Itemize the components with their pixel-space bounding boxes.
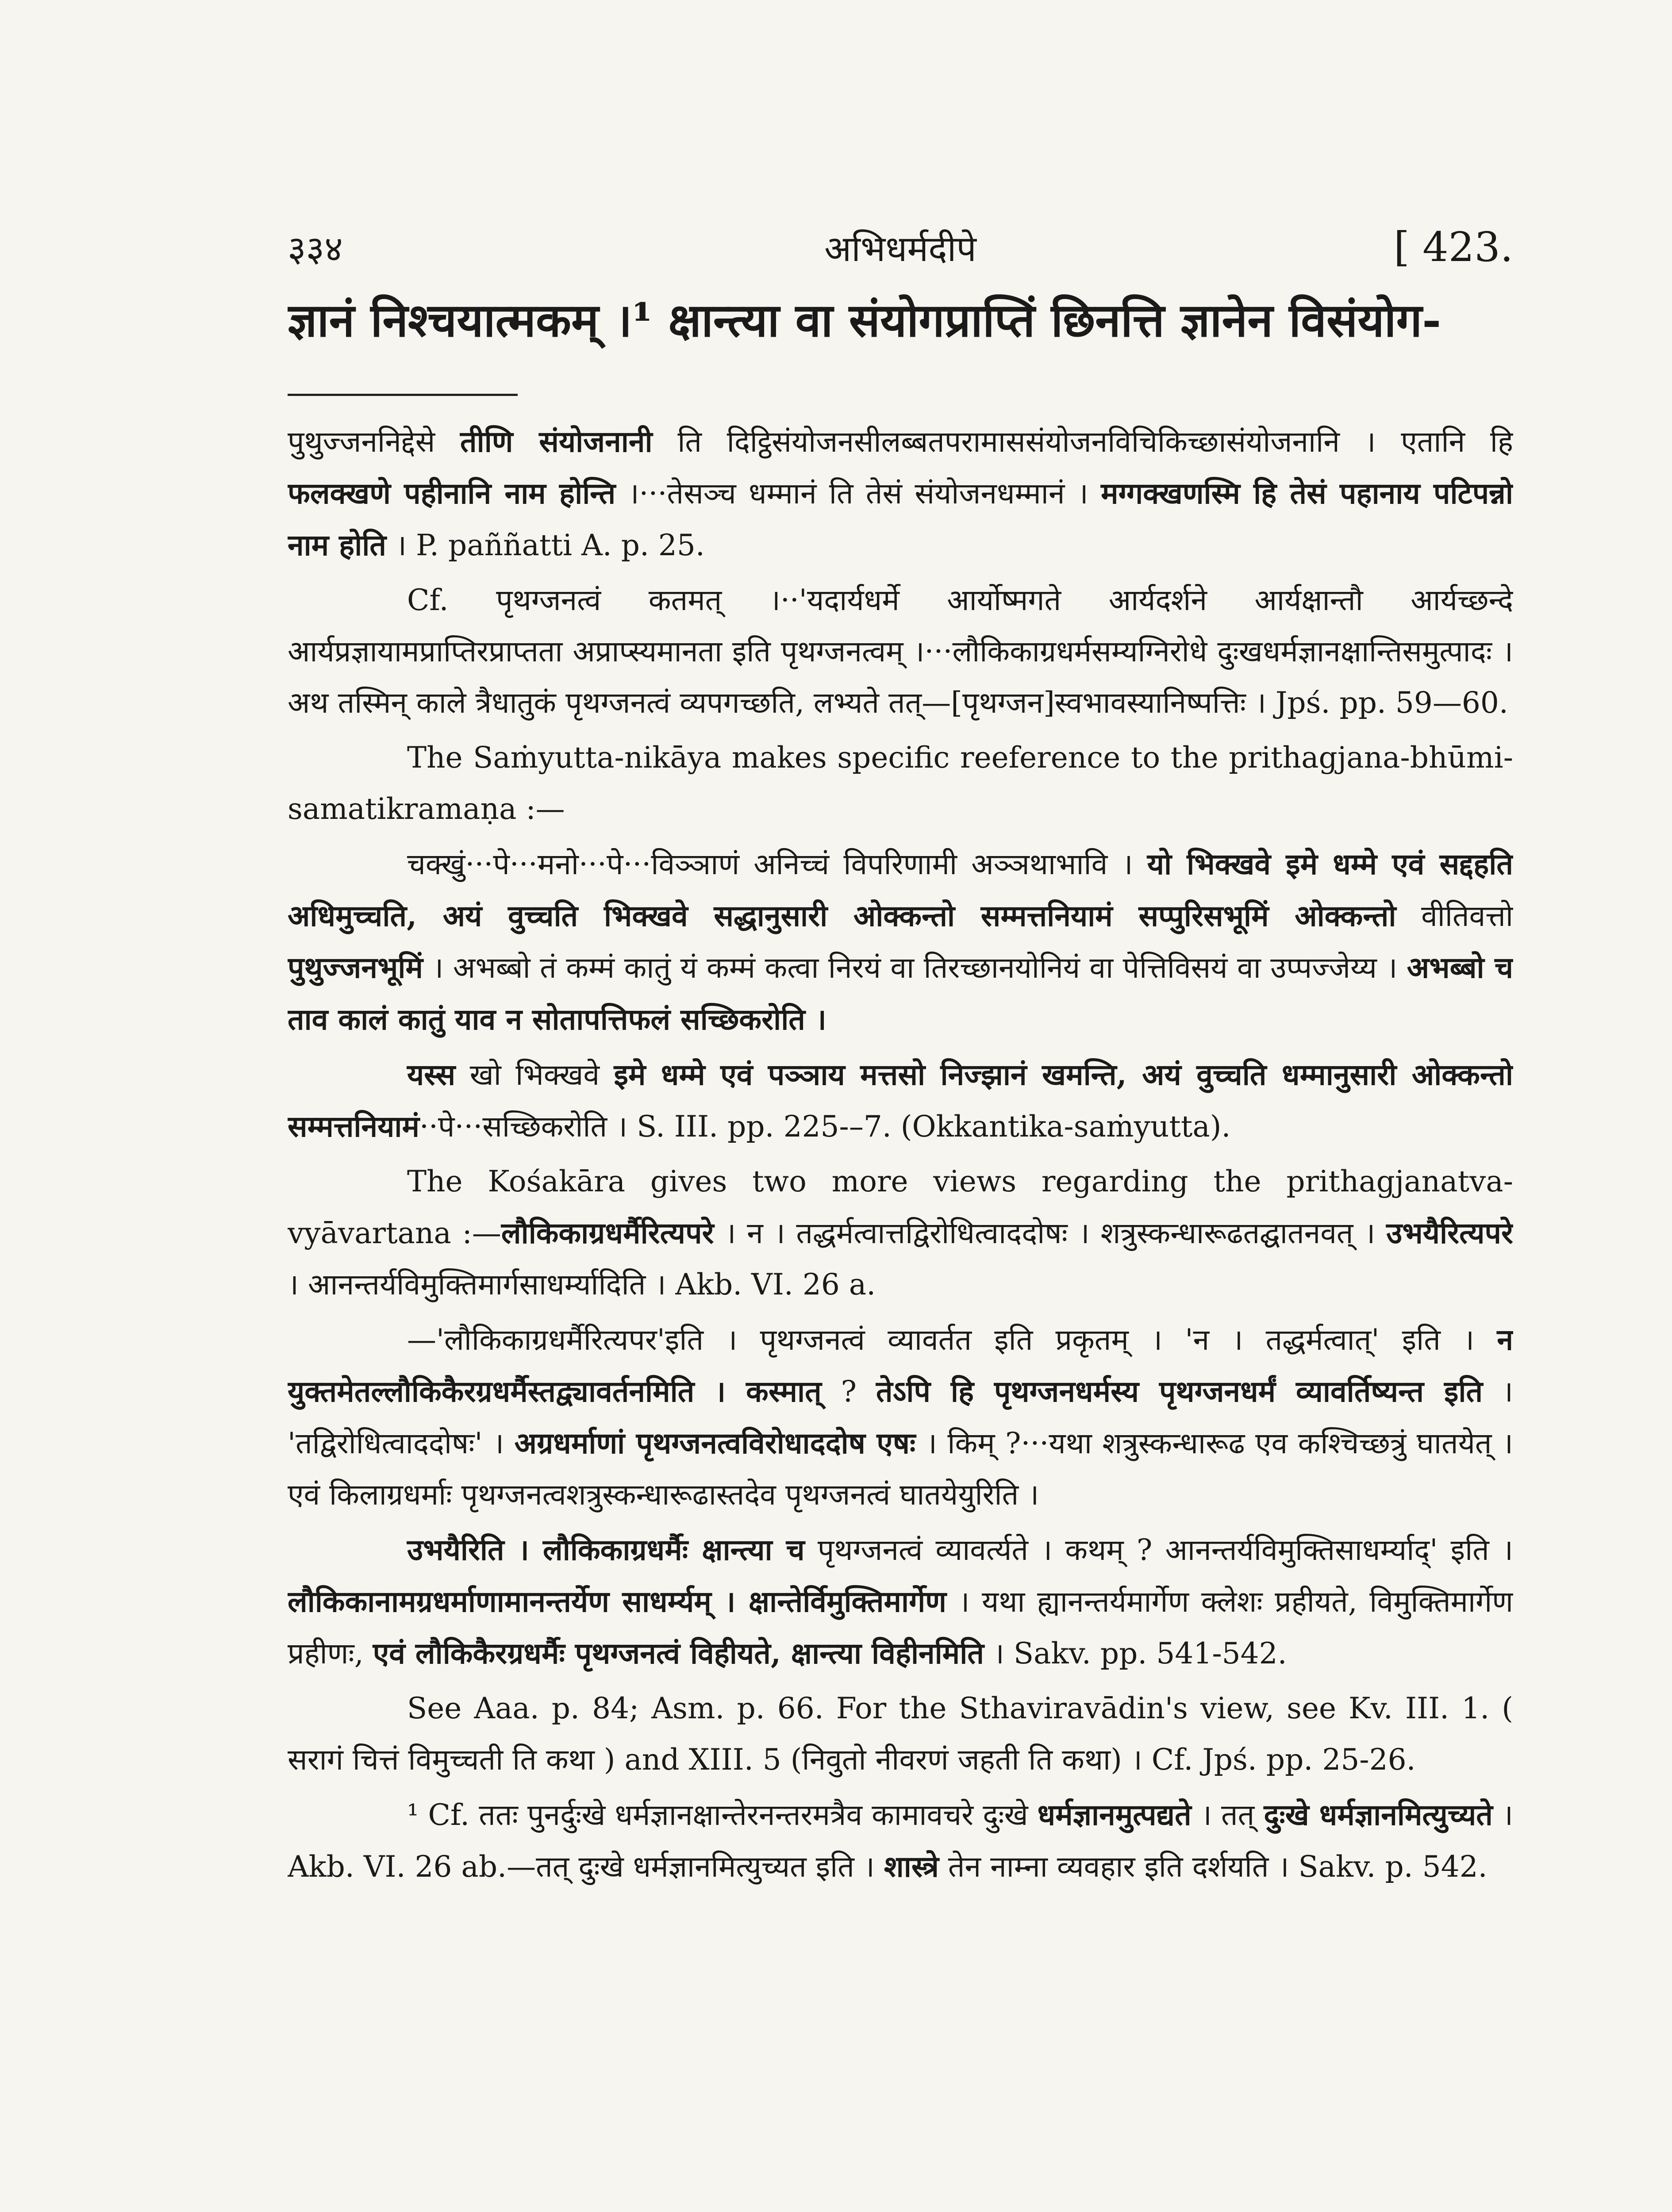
note-paragraph — [288, 1524, 1513, 1679]
bold-run: उभयैरिति । लौकिकाग्रधर्मैः क्षान्त्या च — [407, 1532, 805, 1567]
bold-run: तीणि संयोजनानी — [460, 424, 653, 459]
bold-run: तेऽपि हि पृथग्जनधर्मस्य पृथग्जनधर्मं व्यावर्तिष्यन्त इति — [876, 1374, 1483, 1409]
bold-run: उभयैरित्यपरे — [1386, 1216, 1513, 1250]
text-run: । अभब्बो तं कम्मं कातुं यं कम्मं कत्वा निरयं वा तिरच्छानयोनियं वा पेत्तिविसयं वा उप्पज्जेय्य । — [423, 951, 1407, 985]
footnote-1 — [288, 1789, 1513, 1893]
bold-run: धर्मज्ञानमुत्पद्यते — [1037, 1797, 1192, 1832]
note-paragraph — [288, 1049, 1513, 1152]
note-paragraph — [288, 1314, 1513, 1521]
text-run: । आनन्तर्यविमुक्तिमार्गसाधर्म्यादिति । Akb. VI. 26 a. — [288, 1267, 876, 1302]
text-run: । तत् — [1191, 1798, 1264, 1832]
note-paragraph — [288, 416, 1513, 571]
text-run: चक्खुं···पे···मनो···पे···विञ्ञाणं अनिच्चं विपरिणामी अञ्ञथाभावि । — [407, 847, 1147, 881]
bold-run: पुथुज्जनभूमिं — [288, 950, 423, 985]
footnotes — [288, 416, 1513, 2212]
text-run: । Sakv. pp. 541-542. — [984, 1636, 1287, 1671]
text-run: ।···तेसञ्च धम्मानं ति तेसं संयोजनधम्मानं । — [615, 476, 1101, 511]
note-paragraph — [288, 1156, 1513, 1310]
footnote-rule — [288, 394, 518, 396]
text-run: तेन नाम्ना व्यवहार इति दर्शयति । Sakv. p. 542. — [938, 1850, 1488, 1884]
text-run: The Kośakāra gives two more views regarding the prithagjanatva-vyāvartana :— — [288, 1164, 1513, 1250]
bold-run: अग्रधर्माणां पृथग्जनत्वविरोधाददोष एषः — [514, 1426, 916, 1460]
section-number: [ 423. — [1394, 223, 1513, 271]
page-header — [288, 223, 1513, 272]
bold-run: लौकिकानामग्रधर्माणामानन्तर्येण साधर्म्यम् । क्षान्तेर्विमुक्तिमार्गेण — [288, 1584, 946, 1619]
note-paragraph: The Saṁyutta-nikāya makes specific reeference to the prithagjana-bhūmi-samatikramaṇa :— — [288, 741, 1513, 826]
bold-run: मग्गक्खणस्मि हि तेसं पहानाय पटिपन्नो नाम होति — [288, 476, 1513, 562]
text-run: । P. paññatti A. p. 25. — [386, 528, 705, 562]
main-text-line: ज्ञानं निश्चयात्मकम् ।¹ क्षान्त्या वा संयोगप्राप्तिं छिनत्ति ज्ञानेन विसंयोग- — [288, 293, 1441, 347]
bold-run: इमे धम्मे एवं पञ्ञाय मत्तसो निज्झानं खमन्ति, अयं वुच्चति धम्मानुसारी ओक्कन्तो सम्मत्तनियामं — [288, 1057, 1513, 1144]
text-run: वीतिवत्तो — [1396, 899, 1513, 933]
bold-run: यस्स — [407, 1057, 456, 1092]
text-run: । यथा ह्यानन्तर्यमार्गेण क्लेशः प्रहीयते, विमुक्तिमार्गेण प्रहीणः, — [288, 1585, 1513, 1671]
bold-run: लौकिकाग्रधर्मैरित्यपरे — [501, 1216, 714, 1250]
text-run: पुथुज्जननिद्देसे — [288, 425, 460, 459]
text-run: पृथग्जनत्वं व्यावर्त्यते । कथम् ? आनन्तर्यविमुक्तिसाधर्म्याद्' इति । — [804, 1533, 1513, 1567]
bold-run: यो भिक्खवे इमे धम्मे एवं सद्दहति अधिमुच्चति, अयं वुच्चति भिक्खवे सद्धानुसारी ओक्कन्तो सम्मत्तनियामं सप्पुरिसभूमिं ओक्कन्तो — [288, 847, 1513, 933]
text-run: ¹ Cf. ततः पुनर्दुःखे धर्मज्ञानक्षान्तेरनन्तरमत्रैव कामावचरे दुःखे — [407, 1798, 1038, 1832]
note-paragraph — [288, 838, 1513, 1045]
bold-run: फलक्खणे पहीनानि नाम होन्ति — [288, 476, 616, 511]
text-run: । Akb. VI. 26 ab.—तत् दुःखे धर्मज्ञानमित्युच्यत इति । — [288, 1798, 1513, 1884]
text-run: ति दिट्ठिसंयोजनसीलब्बतपरामाससंयोजनविचिकिच्छासंयोजनानि । एतानि हि — [652, 425, 1513, 459]
bold-run: एवं लौकिकैरग्रधर्मैः पृथग्जनत्वं विहीयते, क्षान्त्या विहीनमिति — [373, 1636, 984, 1671]
page-number: ३३४ — [288, 228, 343, 269]
text-run: । 'तद्विरोधित्वाददोषः' । — [288, 1375, 1513, 1460]
bold-run: दुःखे धर्मज्ञानमित्युच्यते — [1264, 1797, 1493, 1832]
bold-run: शास्त्रे — [884, 1849, 939, 1884]
text-run: । न । तद्धर्मत्वात्तद्विरोधित्वाददोषः । शत्रुस्कन्धारूढतद्घातनवत् । — [714, 1216, 1387, 1250]
bold-run: न युक्तमेतल्लौकिकैरग्रधर्मैस्तद्व्यावर्तनमिति । कस्मात् — [288, 1322, 1513, 1409]
text-run: ? — [821, 1375, 876, 1409]
text-run: —'लौकिकाग्रधर्मैरित्यपर'इति । पृथग्जनत्वं व्यावर्तत इति प्रकृतम् । 'न । तद्धर्मत्वात्' इति । — [407, 1323, 1497, 1357]
text-run: । किम् ?···यथा शत्रुस्कन्धारूढ एव कश्चिच्छत्रुं घातयेत् । एवं किलाग्रधर्माः पृथग्जनत्वशत्रुस्कन्धारूढास्तदेव पृथग्जनत्वं घातयेयुरिति । — [288, 1426, 1513, 1512]
text-run: खो भिक्खवे — [455, 1058, 614, 1092]
bold-run: अभब्बो च ताव कालं कातुं याव न सोतापत्तिफलं सच्छिकरोति । — [288, 950, 1513, 1037]
note-paragraph: See Aaa. p. 84; Asm. p. 66. For the Sthaviravādin's view, see Kv. III. 1. ( सरागं चित्तं विमुच्चती ति कथा ) and XIII. 5 (निवुतो नीवरणं जहती ति कथा) । Cf. Jpś. pp. 25-26. — [288, 1691, 1513, 1777]
note-paragraph: Cf. पृथग्जनत्वं कतमत् ।··'यदार्यधर्मे आर्योष्मगते आर्यदर्शने आर्यक्षान्तौ आर्यच्छन्दे आर्यप्रज्ञायामप्राप्तिरप्राप्तता अप्राप्स्यमानता इति पृथग्जनत्वम् ।···लौकिकाग्रधर्मसम्यग्निरोधे दुःखधर्मज्ञानक्षान्तिसमुत्पादः । अथ तस्मिन् काले त्रैधातुकं पृथग्जनत्वं व्यपगच्छति, लभ्यते तत्—[पृथग्जन]स्वभावस्यानिष्पत्तिः । Jpś. pp. 59—60. — [288, 583, 1513, 720]
text-run: ··पे···सच्छिकरोति । S. III. pp. 225-–7. (Okkantika-saṁyutta). — [419, 1110, 1231, 1144]
running-title: अभिधर्मदीपे — [824, 228, 976, 269]
